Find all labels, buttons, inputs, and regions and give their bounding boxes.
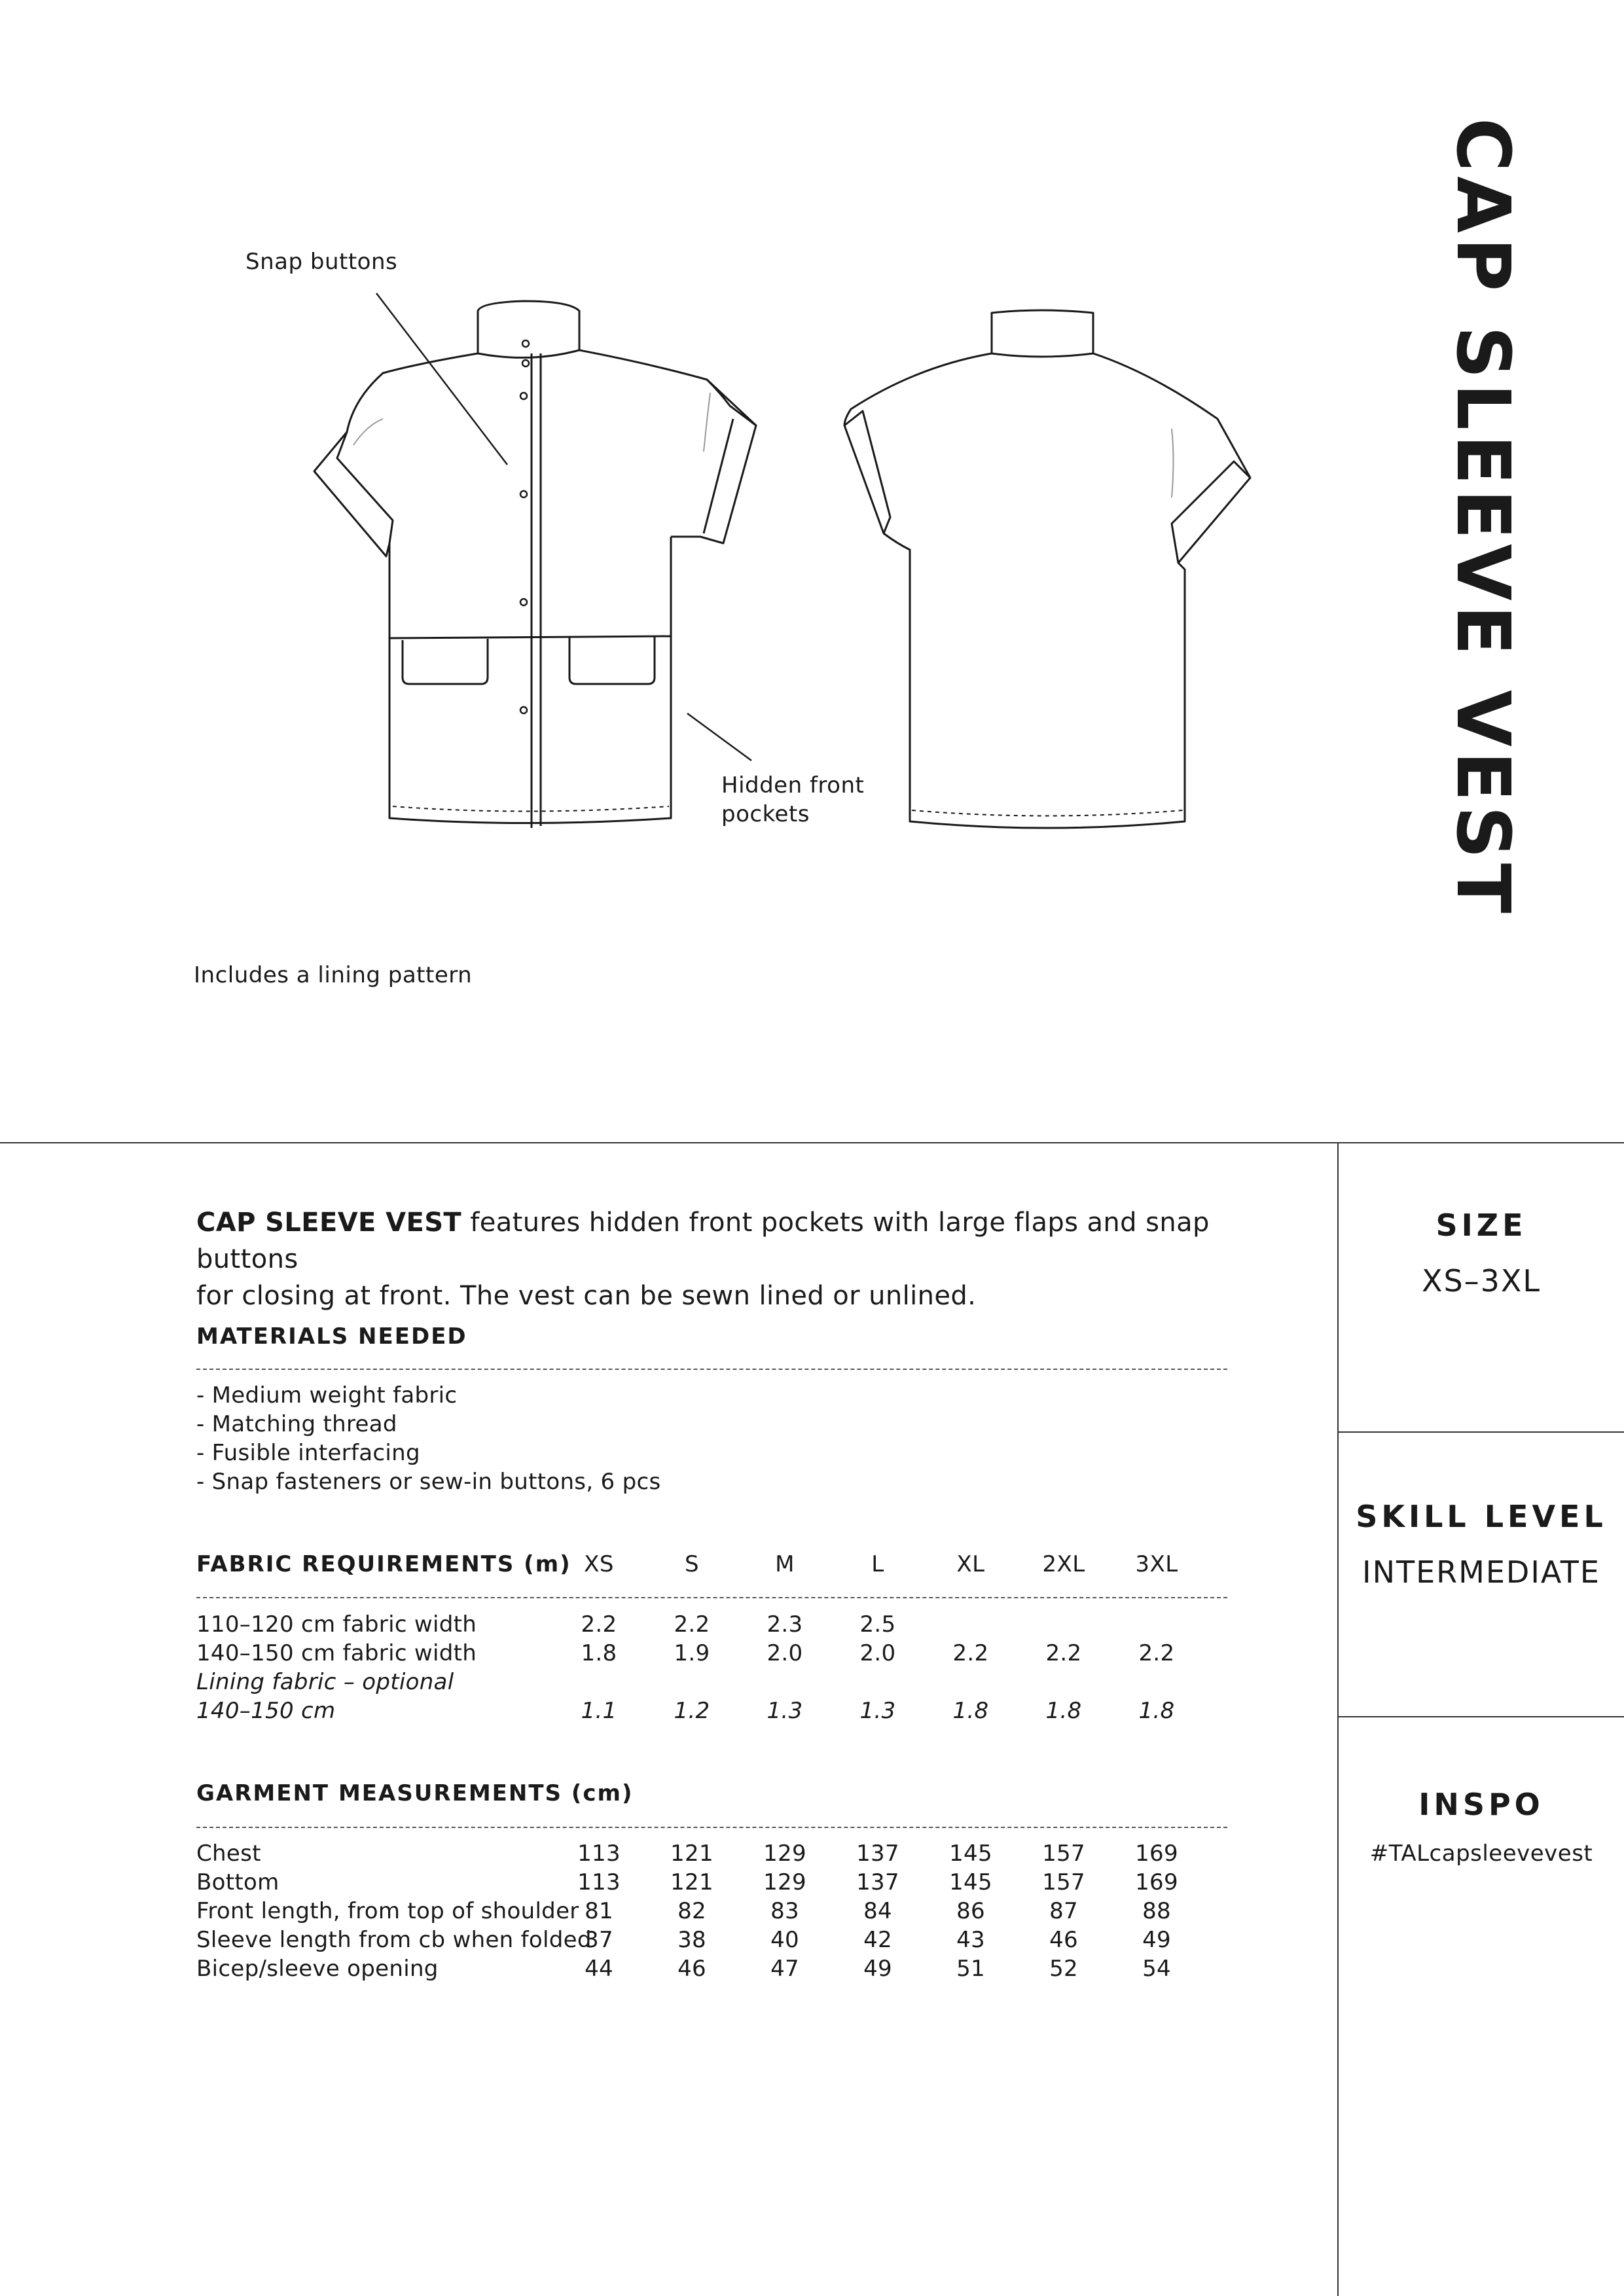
cell: 40: [770, 1927, 799, 1953]
cell: 2.2: [952, 1640, 989, 1666]
row-label: Bicep/sleeve opening: [196, 1956, 439, 1982]
cell: 1.8: [581, 1640, 617, 1666]
cell: 113: [577, 1840, 621, 1867]
row-label: Chest: [196, 1840, 261, 1867]
cell: 44: [585, 1956, 613, 1982]
side-panel-divider: [1337, 1142, 1339, 2296]
table-row: [196, 1696, 1227, 1725]
cell: 1.8: [1138, 1698, 1175, 1724]
row-label: Lining fabric – optional: [196, 1669, 454, 1695]
cell: 49: [1142, 1927, 1171, 1953]
size-col-2xl: 2XL: [1042, 1551, 1085, 1577]
side-divider-2: [1337, 1716, 1624, 1717]
table-row: [196, 1839, 1227, 1868]
description-line2: for closing at front. The vest can be sewn lined or unlined.: [196, 1281, 977, 1311]
cell: 113: [577, 1869, 621, 1895]
table-row: [196, 1954, 1227, 1983]
size-col-s: S: [684, 1551, 700, 1577]
cell: 145: [949, 1869, 992, 1895]
cell: 84: [863, 1898, 892, 1924]
size-col-l: L: [871, 1551, 884, 1577]
description-bold: CAP SLEEVE VEST: [196, 1208, 462, 1238]
inspo-heading: INSPO: [1418, 1787, 1544, 1822]
cell: 2.2: [581, 1611, 617, 1638]
cell: 1.8: [1045, 1698, 1082, 1724]
table-row: [196, 1639, 1227, 1668]
size-value: XS–3XL: [1421, 1263, 1542, 1299]
materials-dash-rule: [196, 1369, 1227, 1370]
cell: 1.3: [767, 1698, 803, 1724]
cell: 81: [585, 1898, 613, 1924]
fabric-dash-rule: [196, 1597, 1227, 1598]
cell: 2.0: [859, 1640, 896, 1666]
row-label: Front length, from top of shoulder: [196, 1898, 579, 1924]
cell: 121: [670, 1840, 713, 1867]
cell: 37: [585, 1927, 613, 1953]
row-label: 140–150 cm fabric width: [196, 1640, 477, 1666]
callout-hidden-pockets-line1: Hidden front: [721, 772, 865, 798]
garment-flat-drawing: [0, 0, 1624, 916]
cell: 157: [1042, 1869, 1085, 1895]
callout-hidden-pockets-line2: pockets: [721, 801, 810, 827]
cell: 1.1: [581, 1698, 617, 1724]
callout-snap-buttons: Snap buttons: [245, 249, 398, 275]
table-row: [196, 1926, 1227, 1954]
skill-heading: SKILL LEVEL: [1356, 1499, 1607, 1534]
cell: 1.8: [952, 1698, 989, 1724]
row-label: 140–150 cm: [196, 1698, 336, 1724]
table-row: [196, 1868, 1227, 1897]
list-item: - Medium weight fabric: [196, 1382, 458, 1408]
table-row: [196, 1897, 1227, 1926]
cell: 157: [1042, 1840, 1085, 1867]
cell: 49: [863, 1956, 892, 1982]
garment-dash-rule: [196, 1827, 1227, 1828]
cell: 137: [856, 1869, 899, 1895]
cell: 46: [1049, 1927, 1078, 1953]
cell: 83: [770, 1898, 799, 1924]
section-divider: [0, 1142, 1624, 1143]
row-label: Sleeve length from cb when folded: [196, 1927, 592, 1953]
cell: 47: [770, 1956, 799, 1982]
cell: 46: [677, 1956, 706, 1982]
materials-list: [196, 1381, 660, 1496]
cell: 54: [1142, 1956, 1171, 1982]
cell: 2.2: [1138, 1640, 1175, 1666]
cell: 38: [677, 1927, 706, 1953]
list-item: - Matching thread: [196, 1411, 397, 1437]
cell: 42: [863, 1927, 892, 1953]
cell: 2.3: [767, 1611, 803, 1638]
cell: 1.2: [674, 1698, 710, 1724]
page-title: CAP SLEEVE VEST: [1440, 118, 1525, 918]
row-label: 110–120 cm fabric width: [196, 1611, 477, 1638]
skill-value: INTERMEDIATE: [1362, 1554, 1600, 1590]
cell: 169: [1135, 1840, 1178, 1867]
size-col-xl: XL: [956, 1551, 985, 1577]
cell: 51: [956, 1956, 985, 1982]
garment-heading: GARMENT MEASUREMENTS (cm): [196, 1780, 634, 1806]
cell: 2.2: [1045, 1640, 1082, 1666]
cell: 121: [670, 1869, 713, 1895]
cell: 145: [949, 1840, 992, 1867]
cell: 82: [677, 1898, 706, 1924]
cell: 137: [856, 1840, 899, 1867]
table-row: [196, 1668, 1227, 1696]
fabric-heading: FABRIC REQUIREMENTS (m): [196, 1551, 571, 1577]
cell: 87: [1049, 1898, 1078, 1924]
materials-heading: MATERIALS NEEDED: [196, 1323, 467, 1350]
inspo-hashtag: #TALcapsleevevest: [1369, 1840, 1593, 1867]
size-col-m: M: [775, 1551, 795, 1577]
cell: 43: [956, 1927, 985, 1953]
cell: 52: [1049, 1956, 1078, 1982]
table-row: [196, 1610, 1227, 1639]
cell: 1.3: [859, 1698, 896, 1724]
side-divider-1: [1337, 1431, 1624, 1433]
description-rest: features hidden front pockets with large flaps and snap buttons: [196, 1208, 1210, 1274]
cell: 1.9: [674, 1640, 710, 1666]
lining-note: Includes a lining pattern: [194, 962, 473, 988]
size-heading: SIZE: [1435, 1208, 1527, 1243]
cell: 2.2: [674, 1611, 710, 1638]
list-item: - Fusible interfacing: [196, 1440, 420, 1466]
cell: 2.0: [767, 1640, 803, 1666]
cell: 169: [1135, 1869, 1178, 1895]
cell: 2.5: [859, 1611, 896, 1638]
description: [196, 1204, 1244, 1314]
cell: 129: [763, 1840, 806, 1867]
cell: 129: [763, 1869, 806, 1895]
size-col-xs: XS: [584, 1551, 614, 1577]
size-col-3xl: 3XL: [1135, 1551, 1178, 1577]
cell: 88: [1142, 1898, 1171, 1924]
row-label: Bottom: [196, 1869, 280, 1895]
list-item: - Snap fasteners or sew-in buttons, 6 pcs: [196, 1469, 661, 1495]
cell: 86: [956, 1898, 985, 1924]
